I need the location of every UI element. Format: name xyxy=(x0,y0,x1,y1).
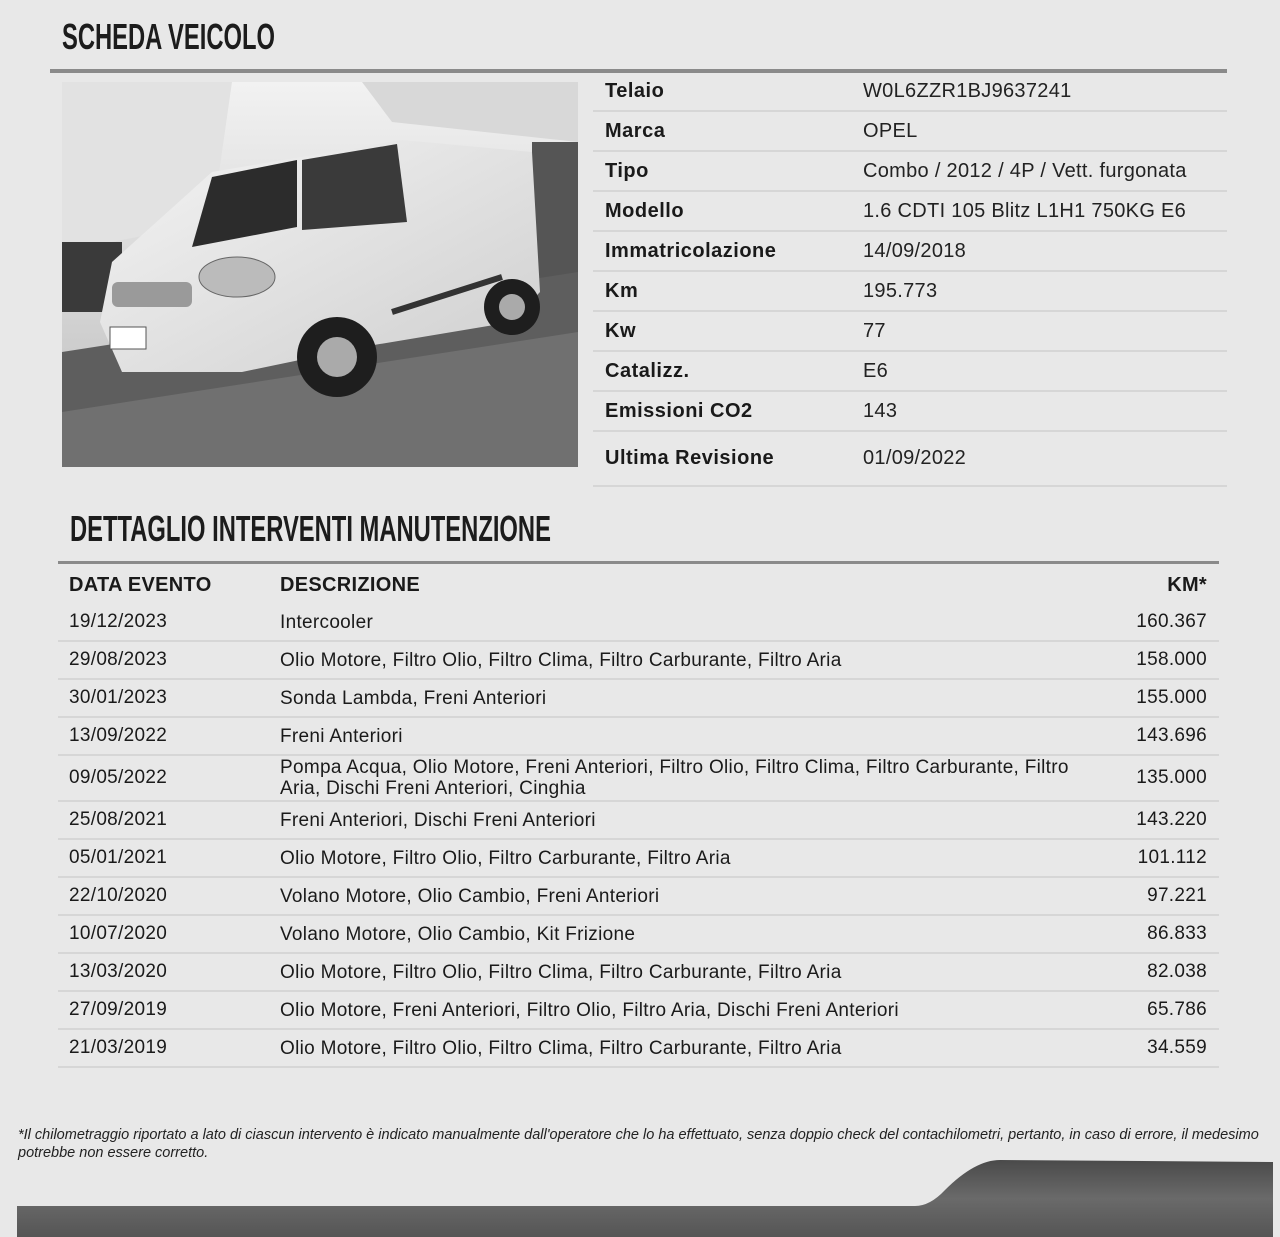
column-header-date: DATA EVENTO xyxy=(69,573,212,596)
vehicle-photo xyxy=(62,82,578,467)
table-row xyxy=(58,680,1219,718)
column-header-description: DESCRIZIONE xyxy=(280,573,420,596)
spec-row-tipo xyxy=(593,152,1227,192)
event-description: Volano Motore, Olio Cambio, Freni Anteriori xyxy=(280,885,660,907)
spec-value: 1.6 CDTI 105 Blitz L1H1 750KG E6 xyxy=(863,199,1187,222)
spec-value: W0L6ZZR1BJ9637241 xyxy=(863,79,1072,102)
spec-row-km xyxy=(593,272,1227,312)
event-description: Olio Motore, Filtro Olio, Filtro Clima, Filtro Carburante, Filtro Aria xyxy=(280,649,842,671)
spec-row-emissioni xyxy=(593,392,1227,432)
vehicle-specs-table xyxy=(593,72,1227,487)
event-description: Pompa Acqua, Olio Motore, Freni Anteriori, Filtro Olio, Filtro Clima, Filtro Carburante, Filtro Aria, Dischi Freni Anteriori, Cinghia xyxy=(280,757,1069,799)
spec-label: Km xyxy=(605,279,639,302)
event-date: 05/01/2021 xyxy=(69,847,168,868)
event-description: Olio Motore, Filtro Olio, Filtro Clima, Filtro Carburante, Filtro Aria xyxy=(280,1037,842,1059)
spec-label: Modello xyxy=(605,199,685,222)
spec-value: Combo / 2012 / 4P / Vett. furgonata xyxy=(863,159,1187,182)
event-description: Olio Motore, Freni Anteriori, Filtro Olio, Filtro Aria, Dischi Freni Anteriori xyxy=(280,999,899,1021)
spec-row-revisione xyxy=(593,432,1227,487)
event-date: 21/03/2019 xyxy=(69,1037,168,1058)
spec-row-telaio xyxy=(593,72,1227,112)
footer-decorative-band xyxy=(0,1150,1280,1237)
spec-label: Catalizz. xyxy=(605,359,690,382)
table-row xyxy=(58,916,1219,954)
footnote: *Il chilometraggio riportato a lato di ciascun intervento è indicato manualmente dall'operatore che lo ha effettuato, senza doppio check del contachilometri, pertanto, in caso di errore, il medesimo potrebbe non essere corretto. xyxy=(18,1127,1259,1161)
table-row xyxy=(58,840,1219,878)
event-date: 30/01/2023 xyxy=(69,687,168,708)
table-row xyxy=(58,878,1219,916)
spec-row-immatricolazione xyxy=(593,232,1227,272)
event-date: 09/05/2022 xyxy=(69,767,168,788)
table-row xyxy=(58,642,1219,680)
table-row xyxy=(58,802,1219,840)
spec-row-marca xyxy=(593,112,1227,152)
event-km: 101.112 xyxy=(1137,847,1207,868)
spec-row-catalizz xyxy=(593,352,1227,392)
event-km: 135.000 xyxy=(1136,767,1207,788)
column-header-km: KM* xyxy=(1167,573,1207,596)
page-title: SCHEDA VEICOLO xyxy=(62,16,275,57)
spec-value: E6 xyxy=(863,359,889,382)
spec-label: Telaio xyxy=(605,79,665,102)
maintenance-table xyxy=(58,566,1219,1068)
maintenance-title: DETTAGLIO INTERVENTI MANUTENZIONE xyxy=(70,508,551,549)
event-description: Sonda Lambda, Freni Anteriori xyxy=(280,687,547,709)
spec-value: 195.773 xyxy=(863,279,938,302)
event-km: 65.786 xyxy=(1147,999,1207,1020)
spec-value: 14/09/2018 xyxy=(863,239,967,262)
event-description: Olio Motore, Filtro Olio, Filtro Carburante, Filtro Aria xyxy=(280,847,731,869)
event-date: 22/10/2020 xyxy=(69,885,168,906)
table-header xyxy=(58,566,1219,604)
maintenance-divider xyxy=(58,561,1219,564)
event-description: Volano Motore, Olio Cambio, Kit Frizione xyxy=(280,923,636,945)
event-km: 155.000 xyxy=(1136,687,1207,708)
event-date: 27/09/2019 xyxy=(69,999,168,1020)
event-description: Olio Motore, Filtro Olio, Filtro Clima, Filtro Carburante, Filtro Aria xyxy=(280,961,842,983)
event-description: Freni Anteriori xyxy=(280,725,403,747)
spec-value: 01/09/2022 xyxy=(863,447,967,469)
event-description: Freni Anteriori, Dischi Freni Anteriori xyxy=(280,809,596,831)
event-km: 143.696 xyxy=(1136,725,1207,746)
event-km: 143.220 xyxy=(1136,809,1207,830)
spec-label: Ultima Revisione xyxy=(605,447,775,469)
event-date: 13/09/2022 xyxy=(69,725,168,746)
event-date: 10/07/2020 xyxy=(69,923,168,944)
spec-label: Tipo xyxy=(605,159,649,182)
event-km: 34.559 xyxy=(1147,1037,1207,1058)
event-km: 160.367 xyxy=(1136,611,1207,632)
spec-label: Emissioni CO2 xyxy=(605,399,753,422)
table-row xyxy=(58,992,1219,1030)
event-date: 19/12/2023 xyxy=(69,611,168,632)
event-description: Intercooler xyxy=(280,611,374,633)
event-km: 158.000 xyxy=(1136,649,1207,670)
event-date: 25/08/2021 xyxy=(69,809,168,830)
spec-value: OPEL xyxy=(863,119,918,142)
spec-label: Marca xyxy=(605,119,666,142)
table-row xyxy=(58,718,1219,756)
event-date: 29/08/2023 xyxy=(69,649,168,670)
table-row xyxy=(58,1030,1219,1068)
spec-label: Kw xyxy=(605,319,636,342)
event-km: 97.221 xyxy=(1147,885,1207,906)
event-km: 86.833 xyxy=(1147,923,1207,944)
table-row xyxy=(58,756,1219,802)
event-km: 82.038 xyxy=(1147,961,1207,982)
spec-row-kw xyxy=(593,312,1227,352)
table-row xyxy=(58,954,1219,992)
spec-label: Immatricolazione xyxy=(605,239,777,262)
spec-value: 77 xyxy=(863,319,886,342)
spec-row-modello xyxy=(593,192,1227,232)
event-date: 13/03/2020 xyxy=(69,961,168,982)
spec-value: 143 xyxy=(863,399,898,422)
table-row xyxy=(58,604,1219,642)
